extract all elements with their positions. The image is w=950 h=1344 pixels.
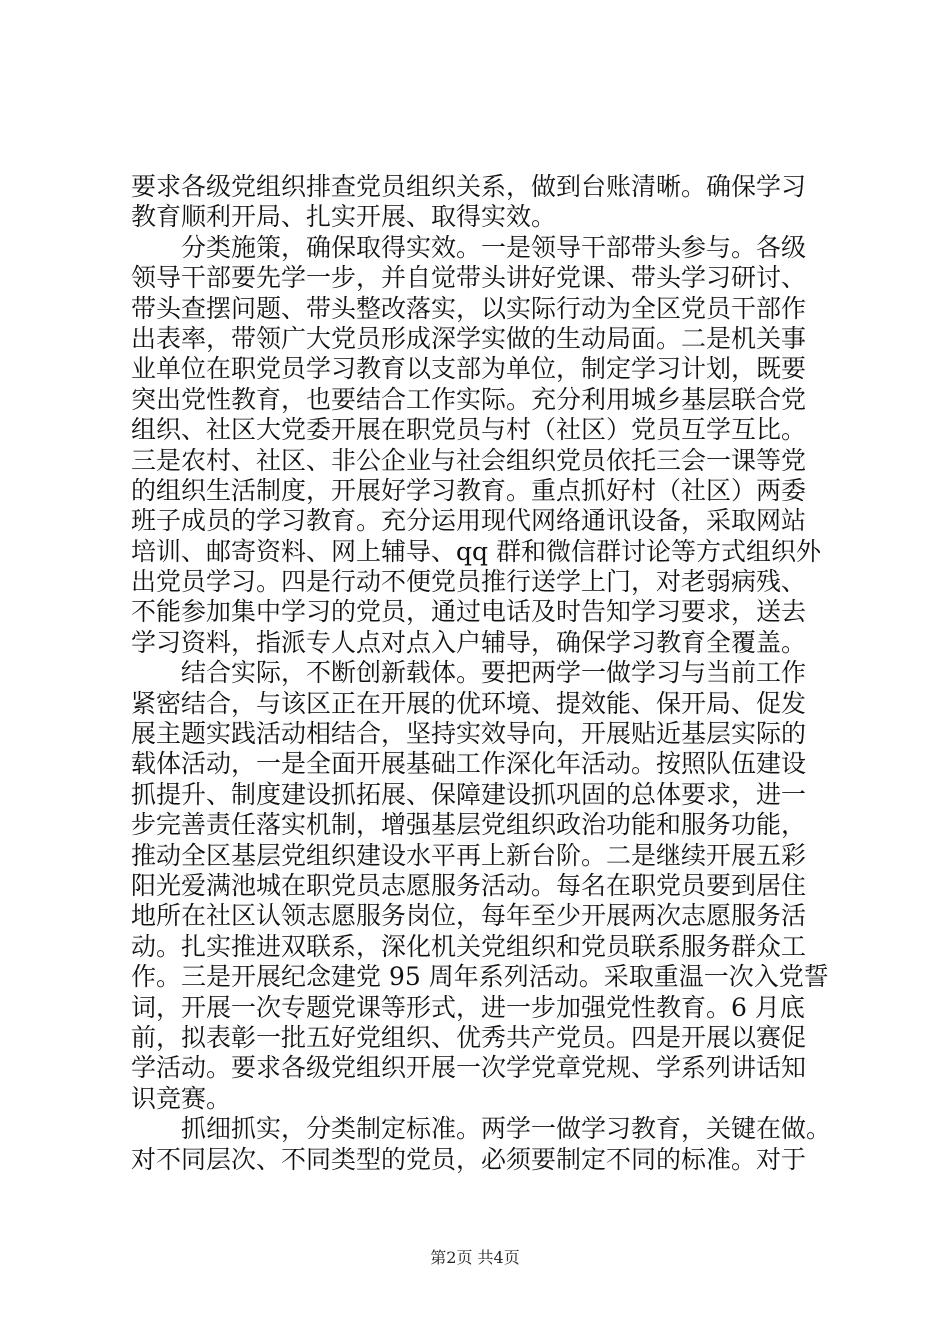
- text-line: 学活动。要求各级党组织开展一次学党章党规、学系列讲话知: [131, 1053, 807, 1083]
- text-line: 前，拟表彰一批五好党组织、优秀共产党员。四是开展以赛促: [131, 1022, 807, 1052]
- text-line: 不能参加集中学习的党员，通过电话及时告知学习要求，送去: [131, 597, 807, 627]
- text-line: 对不同层次、不同类型的党员，必须要制定不同的标准。对于: [131, 1144, 807, 1174]
- text-line: 步完善责任落实机制，增强基层党组织政治功能和服务功能，: [131, 810, 807, 840]
- text-line: 班子成员的学习教育。充分运用现代网络通讯设备，采取网站: [131, 506, 807, 536]
- text-line: 出党员学习。四是行动不便党员推行送学上门，对老弱病残、: [131, 567, 807, 597]
- text-line: 动。扎实推进双联系，深化机关党组织和党员联系服务群众工: [131, 931, 807, 961]
- text-line: 展主题实践活动相结合，坚持实效导向，开展贴近基层实际的: [131, 719, 807, 749]
- text-line: 载体活动，一是全面开展基础工作深化年活动。按照队伍建设: [131, 749, 807, 779]
- text-line: 紧密结合，与该区正在开展的优环境、提效能、保开局、促发: [131, 688, 807, 718]
- text-line: 带头查摆问题、带头整改落实，以实际行动为全区党员干部作: [131, 293, 807, 323]
- text-line: 分类施策，确保取得实效。一是领导干部带头参与。各级: [131, 232, 807, 262]
- text-line: 领导干部要先学一步，并自觉带头讲好党课、带头学习研讨、: [131, 263, 807, 293]
- body-text: [131, 172, 851, 1175]
- text-line: 推动全区基层党组织建设水平再上新台阶。二是继续开展五彩: [131, 840, 807, 870]
- text-line: 三是农村、社区、非公企业与社会组织党员依托三会一课等党: [131, 445, 807, 475]
- text-line: 阳光爱满池城在职党员志愿服务活动。每名在职党员要到居住: [131, 870, 807, 900]
- text-line: 学习资料，指派专人点对点入户辅导，确保学习教育全覆盖。: [131, 627, 807, 657]
- page-footer: 第2页 共4页: [430, 1248, 520, 1267]
- text-line: 地所在社区认领志愿服务岗位，每年至少开展两次志愿服务活: [131, 901, 807, 931]
- text-line: 出表率，带领广大党员形成深学实做的生动局面。二是机关事: [131, 323, 807, 353]
- text-line: 培训、邮寄资料、网上辅导、qq 群和微信群讨论等方式组织外: [131, 536, 821, 566]
- text-line: 的组织生活制度，开展好学习教育。重点抓好村（社区）两委: [131, 475, 807, 505]
- text-line: 结合实际，不断创新载体。要把两学一做学习与当前工作: [131, 658, 807, 688]
- text-line: 抓细抓实，分类制定标准。两学一做学习教育，关键在做。: [131, 1114, 832, 1144]
- text-line: 作。三是开展纪念建党 95 周年系列活动。采取重温一次入党誓: [131, 962, 829, 992]
- text-line: 组织、社区大党委开展在职党员与村（社区）党员互学互比。: [131, 415, 807, 445]
- text-line: 要求各级党组织排查党员组织关系，做到台账清晰。确保学习: [131, 172, 807, 201]
- text-line: 识竞赛。: [131, 1083, 232, 1113]
- text-line: 突出党性教育，也要结合工作实际。充分利用城乡基层联合党: [131, 384, 807, 414]
- text-line: 教育顺利开局、扎实开展、取得实效。: [131, 202, 557, 232]
- text-line: 词，开展一次专题党课等形式，进一步加强党性教育。6 月底: [131, 992, 805, 1022]
- text-line: 业单位在职党员学习教育以支部为单位，制定学习计划，既要: [131, 354, 807, 384]
- text-line: 抓提升、制度建设抓拓展、保障建设抓巩固的总体要求，进一: [131, 779, 807, 809]
